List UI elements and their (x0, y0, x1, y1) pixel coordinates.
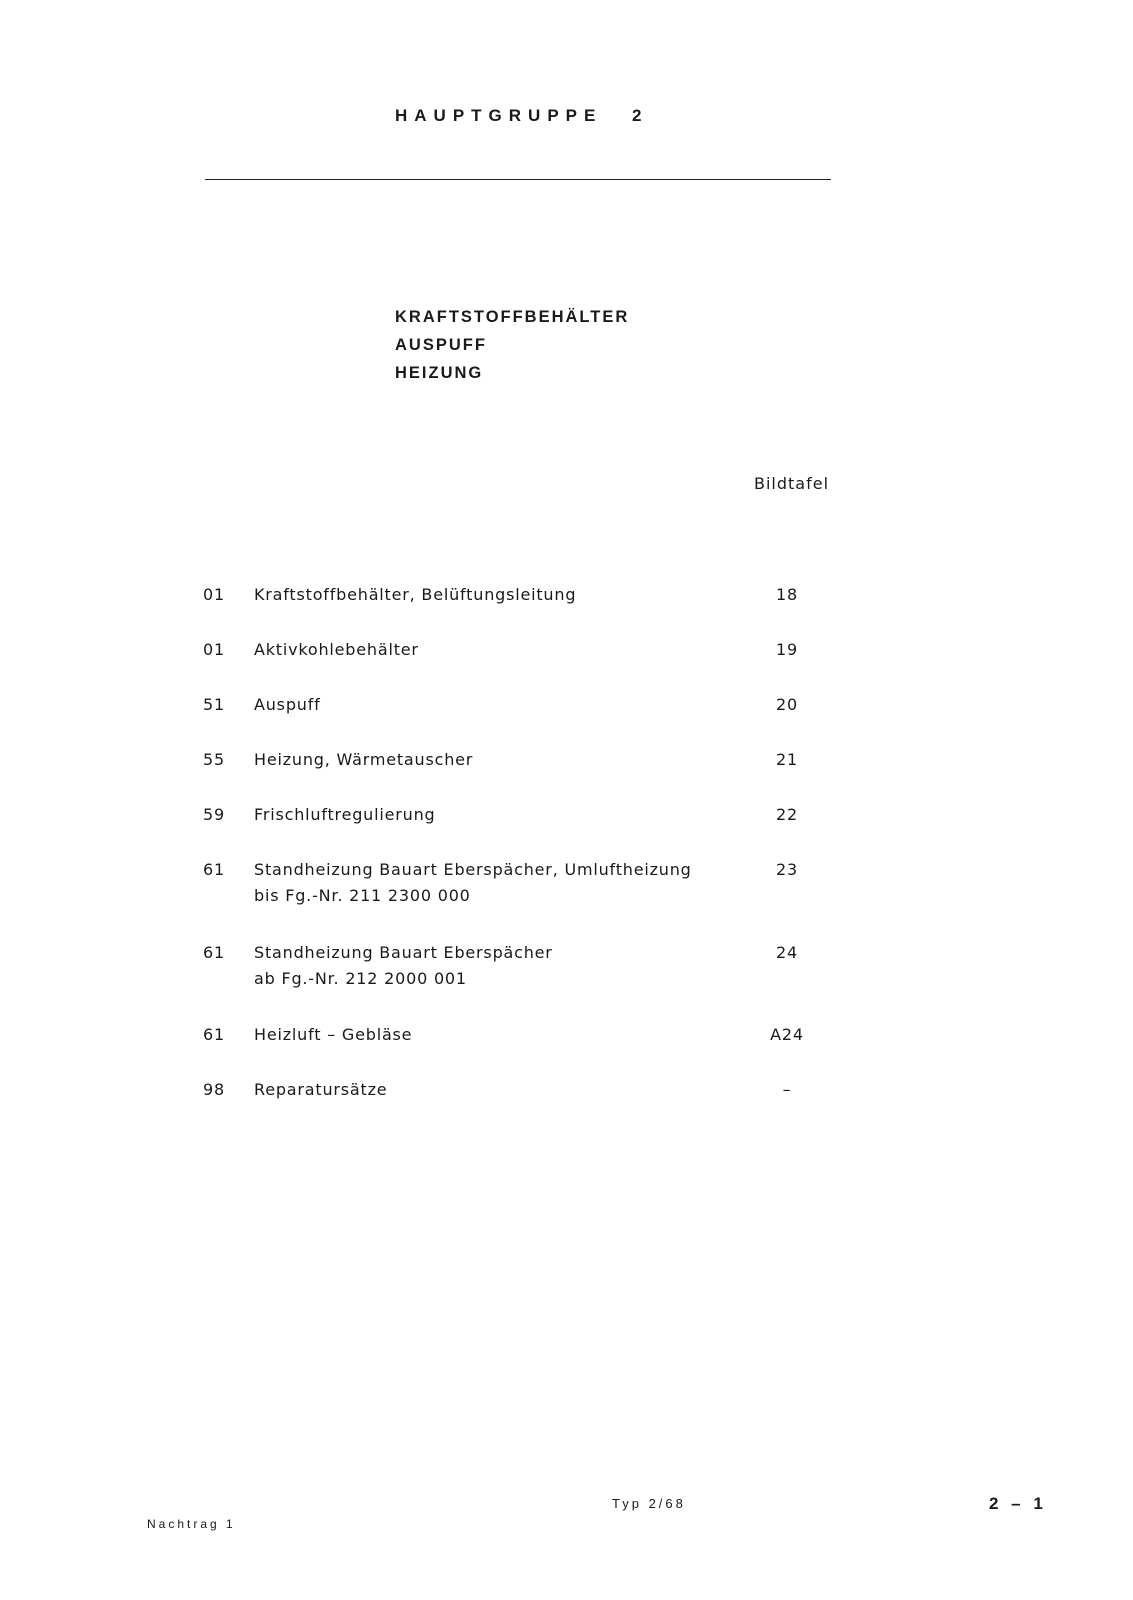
toc-title-line: Kraftstoffbehälter, Belüftungsleitung (254, 585, 577, 604)
plate-column-header: Bildtafel (754, 474, 830, 493)
toc-plate: 18 (776, 585, 798, 604)
toc-code: 55 (203, 750, 225, 769)
toc-title-line: Standheizung Bauart Eberspächer (254, 943, 553, 962)
footer-supplement: Nachtrag 1 (147, 1517, 236, 1531)
main-group-title: HAUPTGRUPPE (395, 106, 603, 125)
toc-plate: – (782, 1080, 792, 1099)
toc-code: 01 (203, 640, 225, 659)
toc-title (254, 747, 473, 773)
toc-title-line: Aktivkohlebehälter (254, 640, 419, 659)
toc-title (254, 1077, 387, 1103)
page-number: 2 – 1 (989, 1494, 1047, 1513)
toc-plate: 24 (776, 943, 798, 962)
toc-title (254, 802, 435, 828)
toc-title (254, 1022, 412, 1048)
toc-plate: 20 (776, 695, 798, 714)
section-titles (395, 303, 629, 387)
section-title-exhaust: AUSPUFF (395, 336, 487, 354)
toc-code: 01 (203, 585, 225, 604)
toc-title-line: Auspuff (254, 695, 321, 714)
section-title-fuel-tank: KRAFTSTOFFBEHÄLTER (395, 308, 630, 326)
toc-code: 61 (203, 1025, 225, 1044)
toc-title-line: Heizung, Wärmetauscher (254, 750, 474, 769)
footer-type: Typ 2/68 (612, 1496, 686, 1511)
toc-plate: 19 (776, 640, 798, 659)
toc-plate: 21 (776, 750, 798, 769)
main-group-number: 2 (632, 106, 642, 125)
toc-title (254, 637, 419, 663)
toc-title-line: Standheizung Bauart Eberspächer, Umluftheizung (254, 860, 692, 879)
section-title-heating: HEIZUNG (395, 364, 484, 382)
toc-title (254, 857, 692, 909)
toc-code: 98 (203, 1080, 225, 1099)
toc-title (254, 940, 553, 992)
toc-title (254, 692, 321, 718)
toc-title-line: Reparatursätze (254, 1080, 388, 1099)
toc-title-line: bis Fg.-Nr. 211 2300 000 (254, 886, 471, 905)
toc-plate: 22 (776, 805, 798, 824)
toc-title-line: ab Fg.-Nr. 212 2000 001 (254, 969, 467, 988)
toc-title-line: Frischluftregulierung (254, 805, 436, 824)
toc-code: 61 (203, 943, 225, 962)
toc-code: 61 (203, 860, 225, 879)
toc-plate: A24 (770, 1025, 804, 1044)
toc-title (254, 582, 576, 608)
toc-plate: 23 (776, 860, 798, 879)
toc-code: 59 (203, 805, 225, 824)
toc-code: 51 (203, 695, 225, 714)
header-rule (205, 179, 831, 180)
toc-title-line: Heizluft – Gebläse (254, 1025, 413, 1044)
